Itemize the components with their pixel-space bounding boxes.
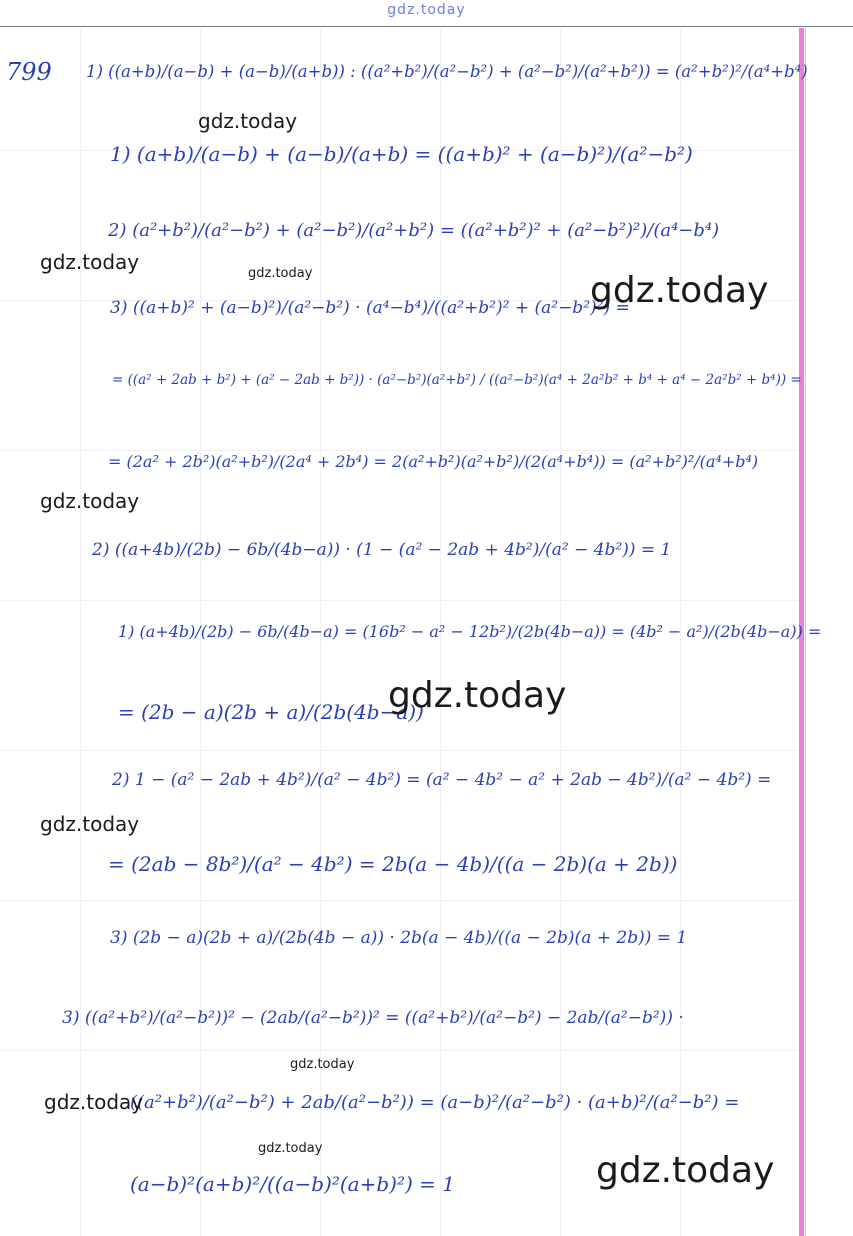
- watermark: gdz.today: [596, 1150, 775, 1191]
- solution-line: 2) ((a+4b)/(2b) − 6b/(4b−a)) · (1 − (a² − 2ab + 4b²)/(a² − 4b²)) = 1: [92, 540, 672, 560]
- grid-line: [0, 900, 798, 901]
- solution-line: 3) ((a+b)² + (a−b)²)/(a²−b²) · (a⁴−b⁴)/((a²+b²)² + (a²−b²)²) =: [110, 298, 630, 318]
- watermark: gdz.today: [44, 1090, 144, 1114]
- watermark: gdz.today: [40, 812, 140, 836]
- solution-line: 3) ((a²+b²)/(a²−b²))² − (2ab/(a²−b²))² = ((a²+b²)/(a²−b²) − 2ab/(a²−b²)) ·: [62, 1008, 684, 1028]
- solution-line: 2) (a²+b²)/(a²−b²) + (a²−b²)/(a²+b²) = ((a²+b²)² + (a²−b²)²)/(a⁴−b⁴): [108, 220, 720, 241]
- watermark: gdz.today: [40, 250, 140, 274]
- watermark: gdz.today: [258, 1141, 323, 1156]
- watermark: gdz.today: [248, 266, 313, 281]
- grid-line: [0, 600, 798, 601]
- solution-line: = (2b − a)(2b + a)/(2b(4b−a)): [118, 700, 424, 724]
- site-title: gdz.today: [387, 2, 466, 18]
- solution-line: 1) (a+b)/(a−b) + (a−b)/(a+b) = ((a+b)² + (a−b)²)/(a²−b²): [110, 142, 693, 166]
- grid-line: [0, 450, 798, 451]
- watermark: gdz.today: [290, 1057, 355, 1072]
- solution-line: 1) ((a+b)/(a−b) + (a−b)/(a+b)) : ((a²+b²)/(a²−b²) + (a²−b²)/(a²+b²)) = (a²+b²)²/(a⁴+b⁴): [86, 62, 808, 81]
- watermark: gdz.today: [198, 109, 298, 133]
- watermark: gdz.today: [590, 270, 769, 311]
- watermark: gdz.today: [40, 489, 140, 513]
- solution-line: 3) (2b − a)(2b + a)/(2b(4b − a)) · 2b(a − 4b)/((a − 2b)(a + 2b)) = 1: [110, 928, 688, 948]
- solution-line: ((a²+b²)/(a²−b²) + 2ab/(a²−b²)) = (a−b)²/(a²−b²) · (a+b)²/(a²−b²) =: [130, 1092, 740, 1113]
- watermark: gdz.today: [388, 675, 567, 716]
- solution-line: 2) 1 − (a² − 2ab + 4b²)/(a² − 4b²) = (a² − 4b² − a² + 2ab − 4b²)/(a² − 4b²) =: [112, 770, 772, 790]
- solution-line: = ((a² + 2ab + b²) + (a² − 2ab + b²)) · (a²−b²)(a²+b²) / ((a²−b²)(a⁴ + 2a²b² + b⁴ + a⁴ − 2a²b² + b⁴)) =: [112, 372, 802, 388]
- grid-line: [0, 1050, 798, 1051]
- problem-number: 799: [6, 58, 52, 86]
- grid-line: [0, 750, 798, 751]
- solution-line: = (2ab − 8b²)/(a² − 4b²) = 2b(a − 4b)/((a − 2b)(a + 2b)): [108, 852, 678, 876]
- header-rule: [0, 26, 853, 27]
- solution-line: 1) (a+4b)/(2b) − 6b/(4b−a) = (16b² − a² − 12b²)/(2b(4b−a)) = (4b² − a²)/(2b(4b−a)) =: [118, 622, 822, 641]
- solution-line: (a−b)²(a+b)²/((a−b)²(a+b)²) = 1: [130, 1172, 455, 1196]
- solution-line: = (2a² + 2b²)(a²+b²)/(2a⁴ + 2b⁴) = 2(a²+b²)(a²+b²)/(2(a⁴+b⁴)) = (a²+b²)²/(a⁴+b⁴): [108, 452, 759, 471]
- grid-line: [80, 28, 81, 1236]
